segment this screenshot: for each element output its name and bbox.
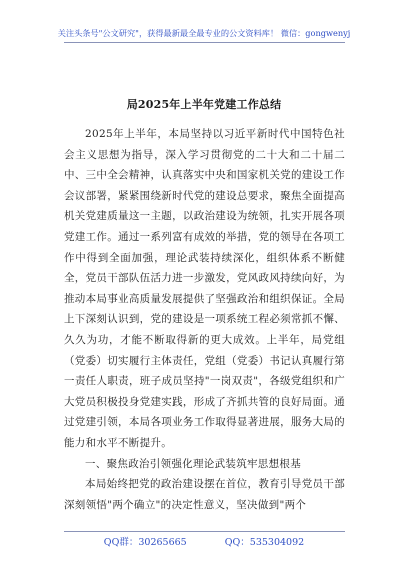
intro-paragraph: 2025年上半年，本局坚持以习近平新时代中国特色社会主义思想为指导，深入学习贯彻党的二十大和二十届二中、三中全会精神，认真落实中央和国家机关党的建设工作会议部署，紧紧围绕新时代党的建设总要求，聚焦全面提高机关党建质量这一主题，以政治建设为统领，扎实开展各项党建工作。通过一系列富有成效的举措，党的领导在各项工作中得到全面加强，理论武装持续深化，组织体系不断健全，党员干部队伍活力进一步激发，党风政风持续向好，为推动本局事业高质量发展提供了坚强政治和组织保证。全局上下深刻认识到，党的建设是一项系统工程必须常抓不懈、久久为功，才能不断取得新的更大成效。上半年，局党组（党委）切实履行主体责任，党组（党委）书记认真履行第一责任人职责，班子成员坚持"一岗双责"，各级党组织和广大党员积极投身党建实践，形成了齐抓共管的良好局面。通过党建引领，本局各项业务工作取得显著进展，服务大局的能力和水平不断提升。 [64,128,345,449]
section-paragraph: 本局始终把党的政治建设摆在首位，教育引导党员干部深刻领悟"两个确立"的决定性意义，坚决做到"两个 [64,478,345,511]
header-divider [64,42,345,43]
qq-number-text: QQ：535304092 [224,537,305,548]
footer-contact [0,536,408,550]
document-title: 局2025年上半年党建工作总结 [126,98,282,111]
document-body [64,124,345,515]
qq-group-text: QQ群：30265665 [103,537,187,548]
section-heading: 一、聚焦政治引领强化理论武装筑牢思想根基 [85,457,301,470]
promo-banner: 关注头条号"公文研究"，获得最新最全最专业的公文资料库！ 微信：gongwenyj [57,28,351,38]
footer-divider [64,531,345,532]
